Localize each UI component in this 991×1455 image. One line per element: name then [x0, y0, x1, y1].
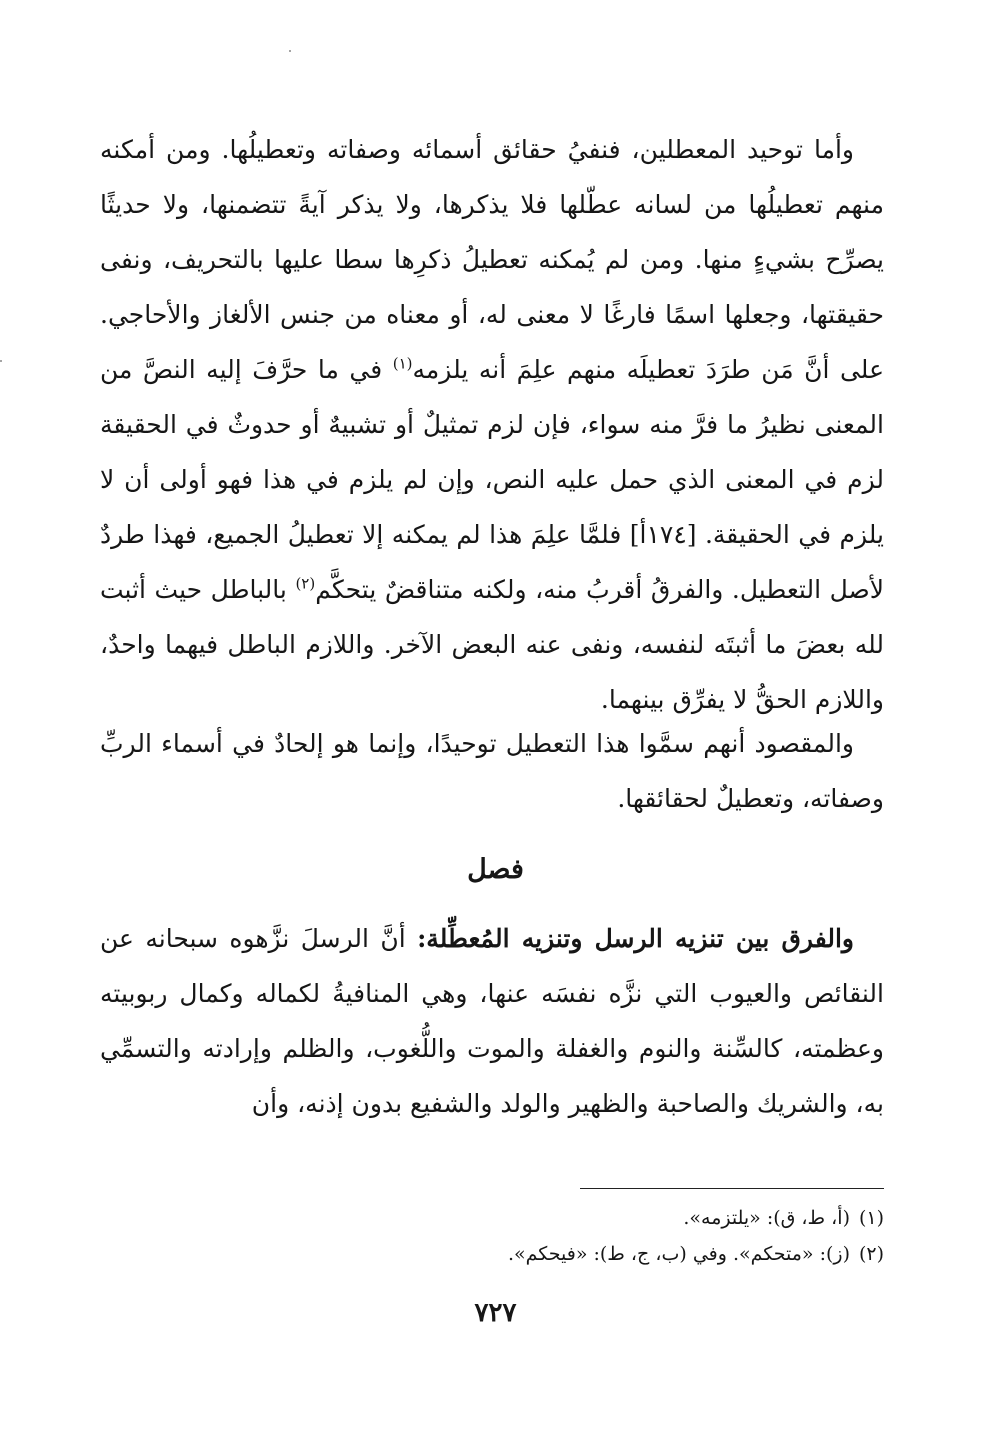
paragraph-1-part-b: في ما حرَّفَ إليه النصَّ من المعنى نظيرُ ما فرَّ منه سواء، فإن لزم تمثيلٌ أو تشبيهٌ أو حدوثٌ في الحقيقة لزم في المعنى الذي حمل عليه النص، وإن لم يلزم في هذا فهو أولى أن لا يلزم في الحقيقة. [١٧٤أ] فلمَّا علِمَ هذا لم يمكنه إلا تعطيلُ الجميع، فهذا طردٌ لأصل التعطيل. والفرقُ أقربُ منه، ولكنه متناقضٌ يتحكَّم: [100, 355, 885, 604]
footnotes: [100, 1200, 884, 1272]
paragraph-1-text: [100, 122, 884, 727]
footnote-2: [100, 1236, 884, 1272]
paragraph-3-rest: أنَّ الرسلَ نزَّهوه سبحانه عن النقائص والعيوب التي نزَّه نفسَه عنها، وهي المنافيةُ لكماله وكمال ربوبيته وعظمته، كالسِّنة والنوم والغفلة والموت واللُّغوب، والظلم وإرادته والتسمِّي به، والشريك والصاحبة والظهير والولد والشفيع بدون إذنه، وأن: [100, 924, 884, 1118]
footnote-2-text: (ز): «متحكم». وفي (ب، ج، ط): «فيحكم».: [507, 1243, 850, 1265]
paragraph-3-text: [100, 911, 884, 1131]
paragraph-3-lead: والفرق بين تنزيه الرسل وتنزيه المُعطِّلة:: [417, 924, 854, 953]
paragraph-2-text: والمقصود أنهم سمَّوا هذا التعطيل توحيدًا، وإنما هو إلحادٌ في أسماء الربِّ وصفاته، وتعطيلٌ لحقائقها.: [100, 729, 884, 813]
footnote-divider: [580, 1188, 884, 1189]
paragraph-2: [100, 716, 884, 826]
footnote-1-text: (أ، ط، ق): «يلتزمه».: [683, 1207, 850, 1229]
section-heading: فصل: [467, 854, 524, 885]
paragraph-1: [100, 122, 884, 727]
footnote-1: [100, 1200, 884, 1236]
scan-speck: [289, 50, 291, 52]
footnote-2-number: (٢): [858, 1243, 884, 1265]
footnote-ref-1: (١): [392, 354, 413, 373]
footnote-1-number: (١): [858, 1207, 884, 1229]
paragraph-3: [100, 911, 884, 1131]
paragraph-1-part-a: وأما توحيد المعطلين، فنفيُ حقائق أسمائه وصفاته وتعطيلُها. ومن أمكنه منهم تعطيلُها من لسانه عطّلها فلا يذكرها، ولا يذكر آيةً تتضمنها، ولا حديثًا يصرِّح بشيءٍ منها. ومن لم يُمكنه تعطيلُ ذكرِها سطا عليها بالتحريف، ونفى حقيقتها، وجعلها اسمًا فارغًا لا معنى له، أو معناه من جنس الألغاز والأحاجي. على أنَّ مَن طرَدَ تعطيلَه منهم علِمَ أنه يلزمه: [100, 135, 884, 384]
scan-speck: [0, 360, 2, 362]
footnote-ref-2: (٢): [295, 574, 316, 593]
paragraph-1-part-c: بالباطل حيث أثبت لله بعضَ ما أثبتَه لنفسه، ونفى عنه البعض الآخر. واللازم الباطل فيهما واحدٌ، واللازم الحقُّ لا يفرِّق بينهما.: [100, 575, 884, 714]
page-number: ٧٢٧: [474, 1298, 517, 1328]
